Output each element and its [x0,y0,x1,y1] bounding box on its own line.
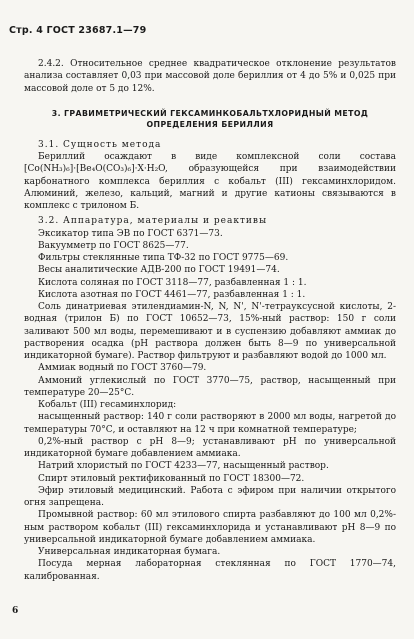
page-content [24,58,396,583]
list-item: Эфир этиловый медицинский. Работа с эфиром при наличии открытого огня запрещена. [24,485,396,508]
list-item: Весы аналитические АДВ-200 по ГОСТ 19491—74. [38,265,280,276]
section-3-title [24,108,396,130]
section-3-title-line2: ОПРЕДЕЛЕНИЯ БЕРИЛЛИЯ [146,119,274,129]
list-item: 0,2%-ный раствор с pH 8—9; устанавливают pH по универсальной индикаторной бумаге добавлением аммиака. [24,436,396,459]
paragraph-2-4-2: 2.4.2. Относительное среднее квадратическое отклонение результатов анализа составляет 0,03 при массовой доле бериллия от 4 до 5% и 0,025 при массовой доле от 5 до 12%. [24,59,396,94]
list-item: Фильтры стеклянные типа ТФ-32 по ГОСТ 9775—69. [38,253,289,263]
subsection-3-1-title: 3.1. Сущность метода [38,139,162,150]
list-item: Натрий хлористый по ГОСТ 4233—77, насыщенный раствор. [38,461,329,472]
section-3-title-line1: 3. ГРАВИМЕТРИЧЕСКИЙ ГЕКСАМИНКОБАЛЬТХЛОРИДНЫЙ МЕТОД [51,108,369,118]
list-item: Эксикатор типа ЭВ по ГОСТ 6371—73. [38,228,223,239]
list-item: Кобальт (III) гесаминхлорид: [38,400,177,410]
list-item: Аммиак водный по ГОСТ 3760—79. [38,363,207,374]
list-item: Спирт этиловый ректификованный по ГОСТ 18300—72. [38,473,305,484]
list-item: насыщенный раствор: 140 г соли растворяют в 2000 мл воды, нагретой до температуры 70°С, и оставляют на 12 ч при комнатной температуре; [24,412,396,435]
list-item: Промывной раствор: 60 мл этилового спирта разбавляют до 100 мл 0,2%-ным раствором кобальт (III) гексаминхлорида и устанавливают pH 8—9 по универсальной индикаторной бумаге добавлением аммиака. [24,510,396,545]
list-item: Кислота азотная по ГОСТ 4461—77, разбавленная 1 : 1. [38,289,306,300]
list-item: Кислота соляная по ГОСТ 3118—77, разбавленная 1 : 1. [38,277,307,288]
method-description: Бериллий осаждают в виде комплексной соли состава [Co(NH₃)₆]·[Be₄O(CO₃)₆]·X·H₂O, образующейся при взаимодействии карбонатного комплекса бериллия с кобальт (III) гексаминхлоридом. Алюминий, железо, кальций, магний и другие катионы связываются в комплекс с трилоном Б. [24,152,396,211]
page-number: 6 [12,606,19,616]
list-item: Посуда мерная лабораторная стеклянная по ГОСТ 1770—74, калиброванная. [24,559,396,582]
list-item: Соль динатриевая этилендиамин-N, N, N', N'-тетрауксусной кислоты, 2-водная (трилон Б) по ГОСТ 10652—73, 15%-ный раствор: 150 г соли заливают 500 мл воды, перемешивают и в суспензию добавляют аммиак до растворения осадка (pH раствора должен быть 8—9 по универсальной индикаторной бумаге). Раствор фильтруют и разбавляют водой до 1000 мл. [24,302,396,361]
list-item: Аммоний углекислый по ГОСТ 3770—75, раствор, насыщенный при температуре 20—25°С. [24,375,396,398]
page-header: Стр. 4 ГОСТ 23687.1—79 [9,25,147,36]
list-item: Вакуумметр по ГОСТ 8625—77. [38,240,189,251]
subsection-3-2-title: 3.2. Аппаратура, материалы и реактивы [38,216,268,227]
list-item: Универсальная индикаторная бумага. [38,547,221,557]
